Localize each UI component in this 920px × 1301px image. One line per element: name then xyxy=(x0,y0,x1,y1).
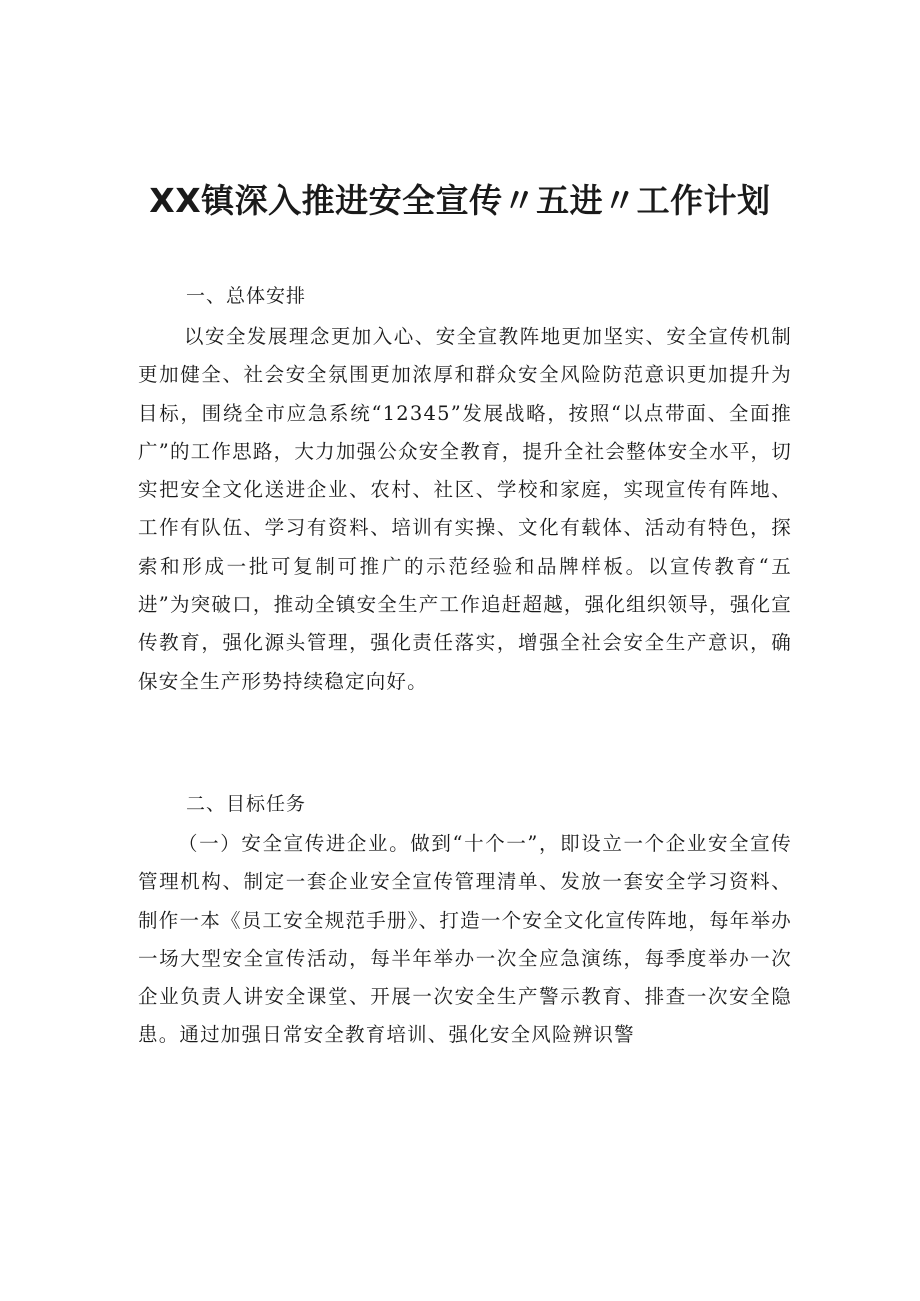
section-heading-goals-tasks: 二、目标任务 xyxy=(186,793,307,815)
document-title: XX镇深入推进安全宣传〃五进〃工作计划 xyxy=(149,181,771,220)
section-heading-overall-arrangement: 一、总体安排 xyxy=(186,285,307,307)
section-paragraph-overall-arrangement: 以安全发展理念更加入心、安全宣教阵地更加坚实、安全宣传机制更加健全、社会安全氛围更加浓厚和群众安全风险防范意识更加提升为目标，围绕全市应急系统“12345”发展战略，按照“以点带面、全面推广”的工作思路，大力加强公众安全教育，提升全社会整体安全水平，切实把安全文化送进企业、农村、社区、学校和家庭，实现宣传有阵地、工作有队伍、学习有资料、培训有实操、文化有载体、活动有特色，探索和形成一批可复制可推广的示范经验和品牌样板。以宣传教育“五进”为突破口，推动全镇安全生产工作追赶超越，强化组织领导，强化宣传教育，强化源头管理，强化责任落实，增强全社会安全生产意识，确保安全生产形势持续稳定向好。 xyxy=(138,325,792,693)
section-paragraph-goals-tasks: （一）安全宣传进企业。做到“十个一”，即设立一个企业安全宣传管理机构、制定一套企业安全宣传管理清单、发放一套安全学习资料、制作一本《员工安全规范手册》、打造一个安全文化宣传阵地，每年举办一场大型安全宣传活动，每半年举办一次全应急演练，每季度举办一次企业负责人讲安全课堂、开展一次安全生产警示教育、排查一次安全隐患。通过加强日常安全教育培训、强化安全风险辨识警 xyxy=(138,832,792,1047)
